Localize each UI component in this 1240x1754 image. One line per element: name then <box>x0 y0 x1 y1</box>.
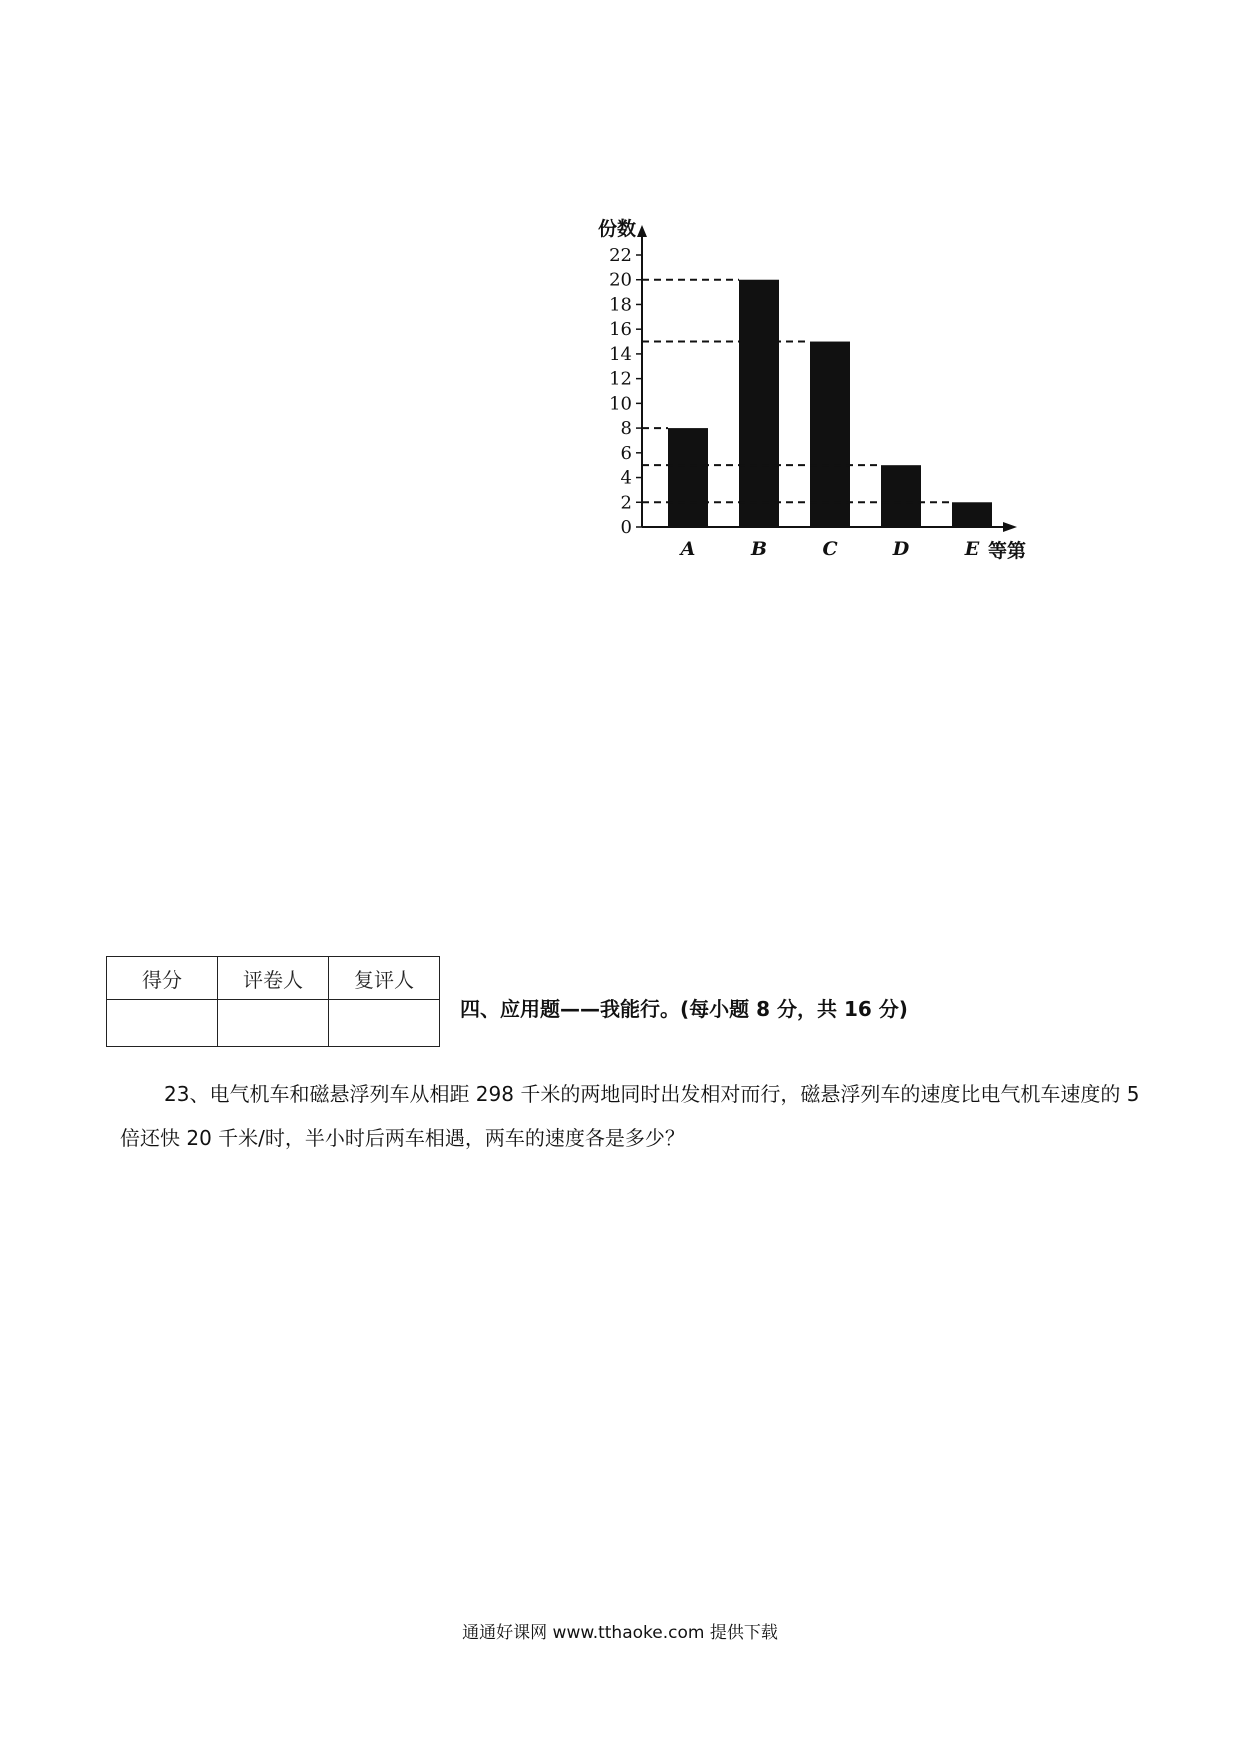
score-header-score: 得分 <box>107 957 218 1000</box>
score-table-blank-row <box>107 1000 440 1047</box>
bar-C <box>810 342 850 527</box>
y-axis-title: 份数 <box>597 218 636 240</box>
y-tick-label: 2 <box>620 492 632 514</box>
section-title: 四、应用题——我能行。(每小题 8 分，共 16 分) <box>460 997 908 1021</box>
category-label-A: A <box>680 538 696 560</box>
score-cell-score[interactable] <box>107 1000 218 1047</box>
bar-E <box>952 502 992 527</box>
page-footer: 通通好课网 www.tthaoke.com 提供下载 <box>462 1623 778 1643</box>
question-23: 23、电气机车和磁悬浮列车从相距 298 千米的两地同时出发相对而行，磁悬浮列车的速度比电气机车速度的 5 倍还快 20 千米/时，半小时后两车相遇，两车的速度各是多少？ <box>120 1082 1140 1150</box>
category-label-D: D <box>892 538 910 560</box>
score-cell-reviewer[interactable] <box>329 1000 440 1047</box>
category-label-C: C <box>822 538 838 560</box>
score-cell-grader[interactable] <box>218 1000 329 1047</box>
y-tick-label: 18 <box>609 294 632 316</box>
y-tick-label: 16 <box>609 319 632 341</box>
y-tick-label: 6 <box>620 442 632 464</box>
y-tick-label: 4 <box>620 467 632 489</box>
score-header-reviewer: 复评人 <box>329 957 440 1000</box>
category-label-E: E <box>964 538 980 560</box>
y-tick-label: 0 <box>620 517 632 538</box>
score-header-grader: 评卷人 <box>218 957 329 1000</box>
category-label-B: B <box>750 538 768 560</box>
y-tick-label: 20 <box>609 269 632 291</box>
score-table-header-row <box>107 957 440 1000</box>
y-tick-label: 12 <box>609 368 632 390</box>
y-axis-arrow <box>637 225 647 237</box>
bar-B <box>739 280 779 527</box>
bar-D <box>881 465 921 527</box>
y-tick-label: 10 <box>609 393 632 415</box>
y-tick-label: 14 <box>609 343 632 365</box>
x-axis-arrow <box>1003 522 1017 532</box>
bar-chart-svg <box>560 205 1030 585</box>
x-axis-title: 等第 <box>987 540 1027 562</box>
y-tick-label: 8 <box>620 418 632 440</box>
y-tick-label: 22 <box>609 245 632 266</box>
bar-chart <box>560 205 1030 585</box>
bar-A <box>668 428 708 527</box>
score-table <box>106 956 440 1047</box>
